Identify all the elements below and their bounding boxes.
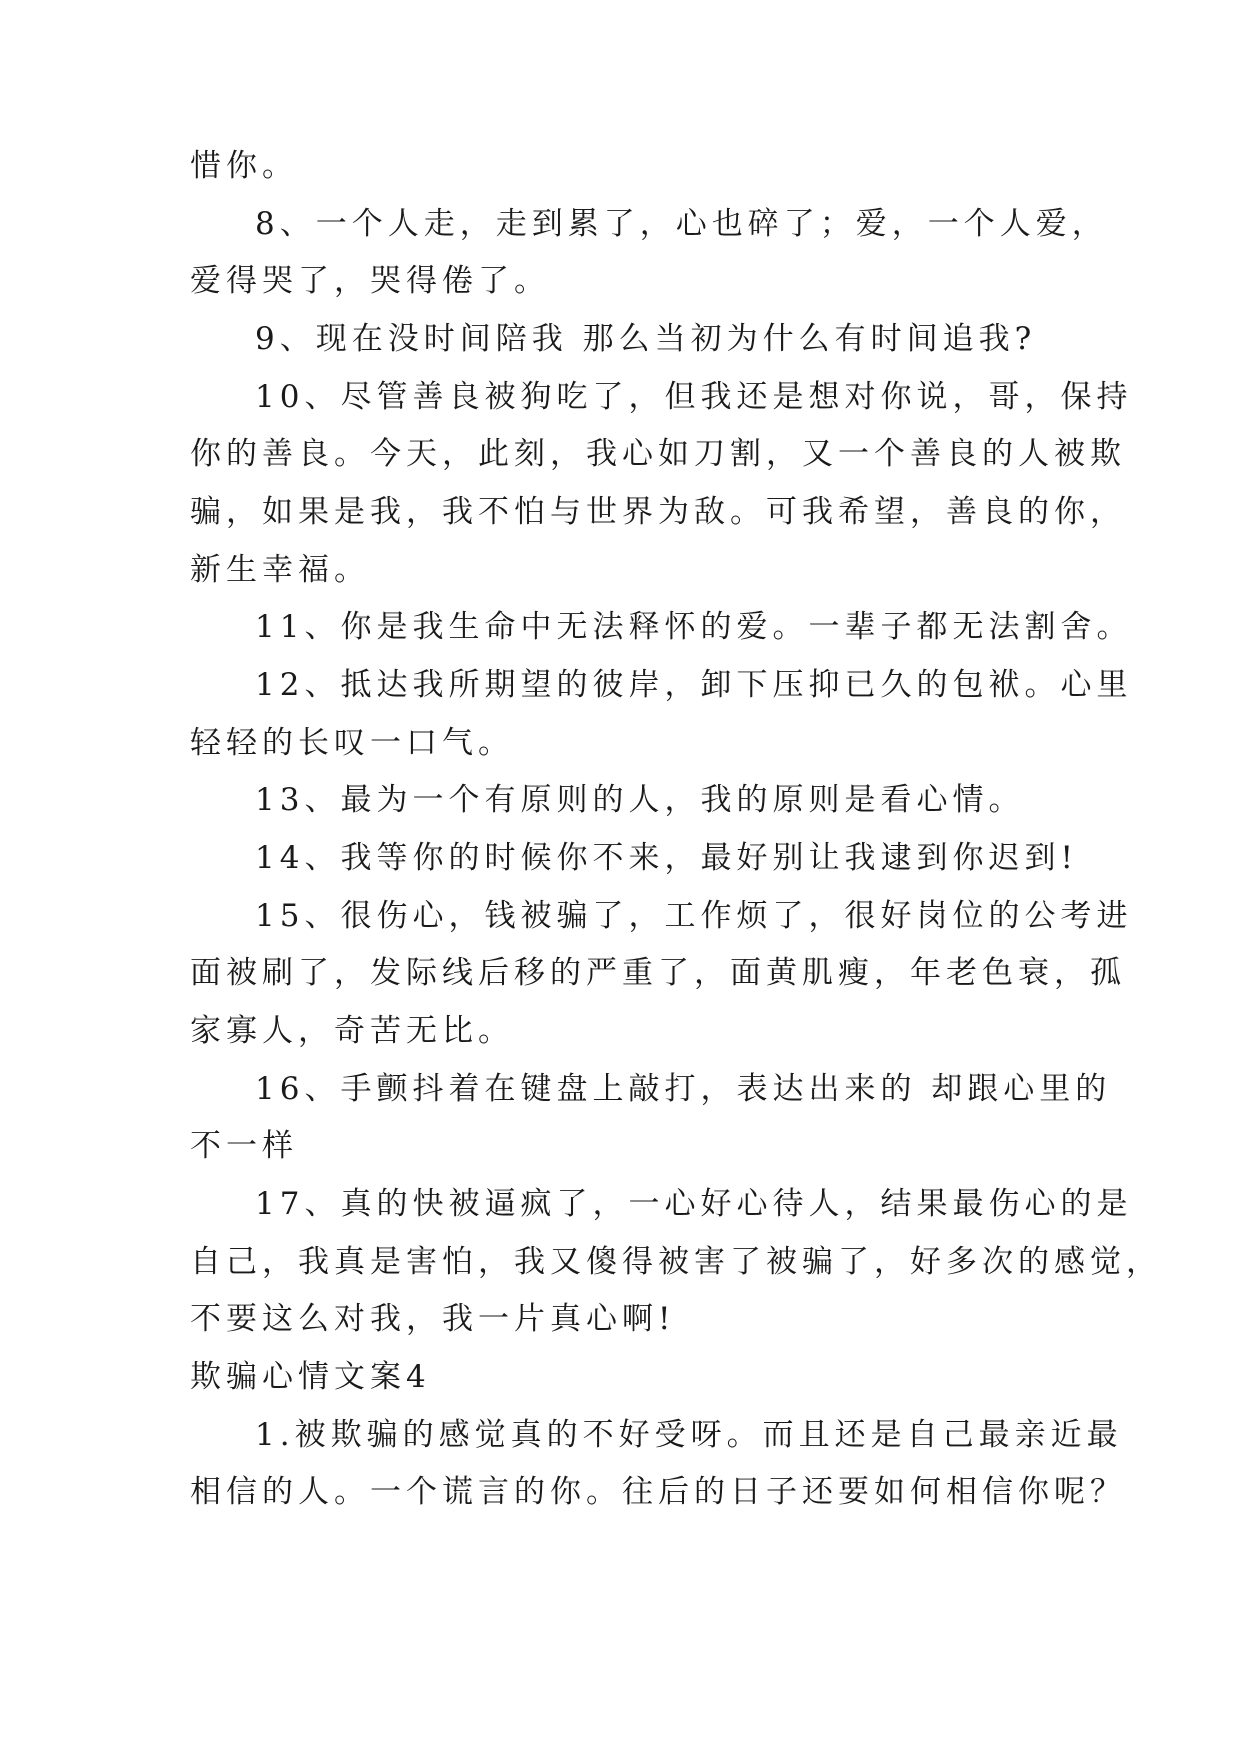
- list-item-16: 16、手颤抖着在键盘上敲打，表达出来的 却跟心里的: [255, 1071, 1112, 1107]
- text-line: 不一样: [190, 1128, 298, 1164]
- section-heading: 欺骗心情文案4: [190, 1359, 431, 1395]
- text-line: 轻轻的长叹一口气。: [190, 725, 514, 761]
- text-line: 爱得哭了，哭得倦了。: [190, 263, 550, 299]
- text-line: 面被刷了，发际线后移的严重了，面黄肌瘦，年老色衰，孤: [190, 955, 1126, 991]
- text-line: 相信的人。一个谎言的你。往后的日子还要如何相信你呢？: [190, 1474, 1126, 1510]
- list-item-8: 8、一个人走，走到累了，心也碎了；爱，一个人爱，: [255, 206, 1108, 242]
- text-line: 不要这么对我，我一片真心啊!: [190, 1301, 676, 1337]
- text-line: 自己，我真是害怕，我又傻得被害了被骗了，好多次的感觉，: [190, 1244, 1162, 1280]
- list-item-10: 10、尽管善良被狗吃了，但我还是想对你说，哥，保持: [255, 379, 1133, 415]
- list-item-1: 1.被欺骗的感觉真的不好受呀。而且还是自己最亲近最: [255, 1417, 1123, 1453]
- list-item-9: 9、现在没时间陪我 那么当初为什么有时间追我?: [255, 321, 1037, 357]
- list-item-15: 15、很伤心，钱被骗了，工作烦了，很好岗位的公考进: [255, 898, 1133, 934]
- text-line: 惜你。: [190, 148, 298, 184]
- list-item-14: 14、我等你的时候你不来，最好别让我逮到你迟到!: [255, 840, 1078, 876]
- list-item-17: 17、真的快被逼疯了，一心好心待人，结果最伤心的是: [255, 1186, 1133, 1222]
- text-line: 骗，如果是我，我不怕与世界为敌。可我希望，善良的你，: [190, 494, 1126, 530]
- text-line: 家寡人，奇苦无比。: [190, 1013, 514, 1049]
- text-line: 你的善良。今天，此刻，我心如刀割，又一个善良的人被欺: [190, 436, 1126, 472]
- text-line: 新生幸福。: [190, 552, 370, 588]
- list-item-11: 11、你是我生命中无法释怀的爱。一辈子都无法割舍。: [255, 609, 1133, 645]
- list-item-13: 13、最为一个有原则的人，我的原则是看心情。: [255, 782, 1025, 818]
- list-item-12: 12、抵达我所期望的彼岸，卸下压抑已久的包袱。心里: [255, 667, 1133, 703]
